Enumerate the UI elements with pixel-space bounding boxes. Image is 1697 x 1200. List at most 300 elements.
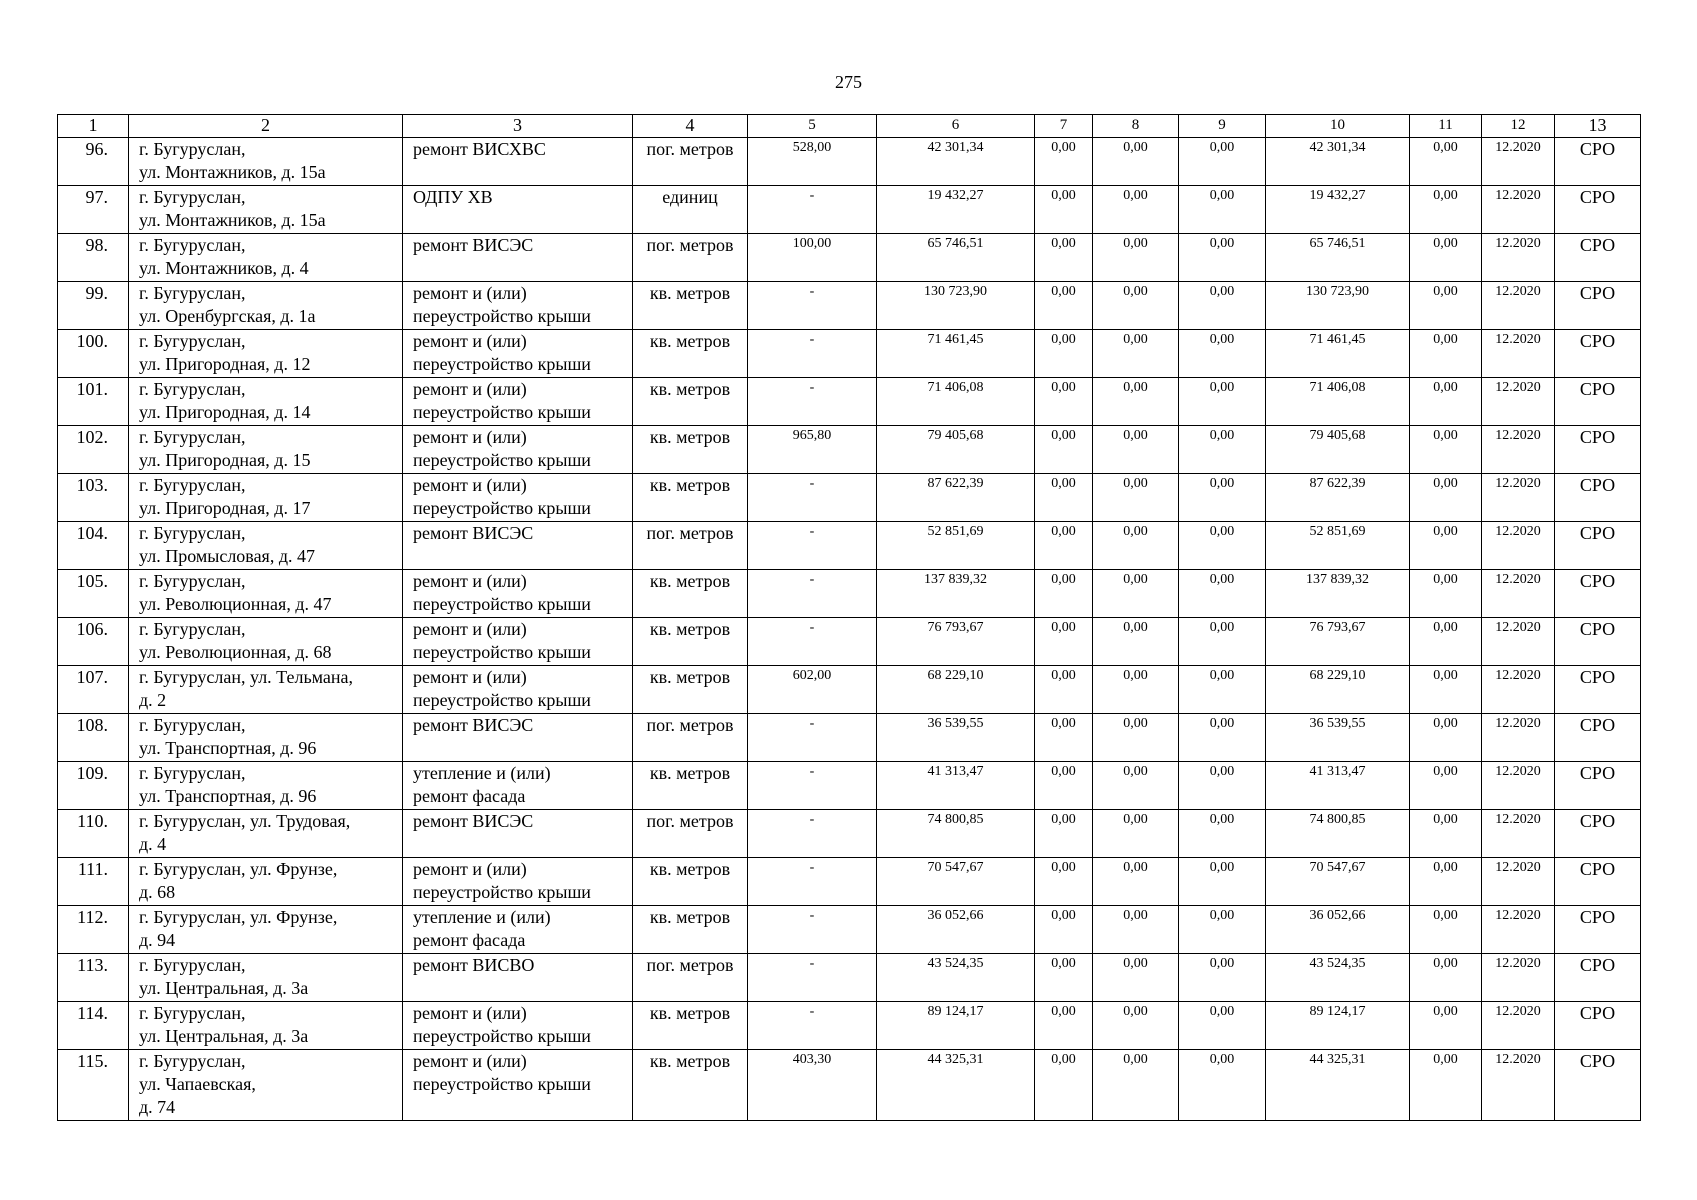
value-cell: 0,00 <box>1179 186 1266 234</box>
col-header: 12 <box>1482 115 1555 138</box>
method-cell: СРО <box>1555 954 1641 1002</box>
table-row <box>58 138 1641 186</box>
volume-cell: 528,00 <box>748 138 877 186</box>
address-line: г. Бугуруслан, ул. Фрунзе, <box>139 907 338 927</box>
work-type-cell <box>403 138 633 186</box>
volume-cell: - <box>748 282 877 330</box>
col-header: 5 <box>748 115 877 138</box>
cost-total-cell: 44 325,31 <box>877 1050 1035 1121</box>
col-header: 10 <box>1266 115 1410 138</box>
work-type-line: переустройство крыши <box>413 402 591 422</box>
work-type-cell <box>403 762 633 810</box>
value-cell: 0,00 <box>1035 138 1093 186</box>
row-number: 102. <box>58 426 129 474</box>
cost-total-cell: 42 301,34 <box>877 138 1035 186</box>
cost-total-cell: 68 229,10 <box>877 666 1035 714</box>
cost-total-cell: 79 405,68 <box>877 426 1035 474</box>
work-type-line: переустройство крыши <box>413 642 591 662</box>
value-cell: 0,00 <box>1179 810 1266 858</box>
cost-total-cell: 65 746,51 <box>877 234 1035 282</box>
address-line: г. Бугуруслан, ул. Трудовая, <box>139 811 351 831</box>
work-type-line: ремонт и (или) <box>413 1003 527 1023</box>
table-row <box>58 618 1641 666</box>
value-cell: 0,00 <box>1179 282 1266 330</box>
cost-total-cell: 41 313,47 <box>877 762 1035 810</box>
address-line: г. Бугуруслан, <box>139 523 246 543</box>
work-type-cell <box>403 234 633 282</box>
address-line: г. Бугуруслан, <box>139 1051 246 1071</box>
work-type-cell <box>403 1050 633 1121</box>
cost-fund-cell: 68 229,10 <box>1266 666 1410 714</box>
method-cell: СРО <box>1555 714 1641 762</box>
unit-cell: кв. метров <box>633 1050 748 1121</box>
address-cell <box>129 666 403 714</box>
address-cell <box>129 954 403 1002</box>
address-cell <box>129 618 403 666</box>
cost-total-cell: 76 793,67 <box>877 618 1035 666</box>
deadline-cell: 12.2020 <box>1482 138 1555 186</box>
value-cell: 0,00 <box>1179 1050 1266 1121</box>
address-line: г. Бугуруслан, <box>139 475 246 495</box>
col-header: 13 <box>1555 115 1641 138</box>
row-number: 100. <box>58 330 129 378</box>
table-row <box>58 234 1641 282</box>
address-line: д. 74 <box>139 1097 176 1117</box>
table-row <box>58 426 1641 474</box>
volume-cell: - <box>748 762 877 810</box>
table-row <box>58 282 1641 330</box>
volume-cell: - <box>748 474 877 522</box>
address-line: г. Бугуруслан, <box>139 571 246 591</box>
cost-fund-cell: 137 839,32 <box>1266 570 1410 618</box>
work-type-cell <box>403 570 633 618</box>
col-header: 9 <box>1179 115 1266 138</box>
value-cell: 0,00 <box>1179 378 1266 426</box>
work-type-cell <box>403 858 633 906</box>
deadline-cell: 12.2020 <box>1482 426 1555 474</box>
volume-cell: - <box>748 714 877 762</box>
work-type-cell <box>403 666 633 714</box>
work-type-line: ремонт и (или) <box>413 859 527 879</box>
capital-repair-table <box>57 114 1641 1121</box>
table-row <box>58 954 1641 1002</box>
deadline-cell: 12.2020 <box>1482 186 1555 234</box>
value-cell: 0,00 <box>1410 858 1482 906</box>
unit-cell: кв. метров <box>633 858 748 906</box>
value-cell: 0,00 <box>1410 1050 1482 1121</box>
value-cell: 0,00 <box>1035 426 1093 474</box>
work-type-cell <box>403 714 633 762</box>
unit-cell: кв. метров <box>633 1002 748 1050</box>
value-cell: 0,00 <box>1410 474 1482 522</box>
row-number: 111. <box>58 858 129 906</box>
value-cell: 0,00 <box>1035 330 1093 378</box>
cost-fund-cell: 36 052,66 <box>1266 906 1410 954</box>
row-number: 96. <box>58 138 129 186</box>
cost-total-cell: 36 539,55 <box>877 714 1035 762</box>
address-line: г. Бугуруслан, <box>139 715 246 735</box>
deadline-cell: 12.2020 <box>1482 330 1555 378</box>
value-cell: 0,00 <box>1035 618 1093 666</box>
table-row <box>58 522 1641 570</box>
work-type-line: ремонт и (или) <box>413 379 527 399</box>
value-cell: 0,00 <box>1179 618 1266 666</box>
work-type-line: ремонт ВИСВО <box>413 955 535 975</box>
value-cell: 0,00 <box>1410 618 1482 666</box>
value-cell: 0,00 <box>1035 1002 1093 1050</box>
deadline-cell: 12.2020 <box>1482 570 1555 618</box>
row-number: 101. <box>58 378 129 426</box>
work-type-cell <box>403 618 633 666</box>
work-type-line: ремонт и (или) <box>413 283 527 303</box>
unit-cell: пог. метров <box>633 954 748 1002</box>
table-row <box>58 570 1641 618</box>
volume-cell: - <box>748 810 877 858</box>
value-cell: 0,00 <box>1035 762 1093 810</box>
unit-cell: кв. метров <box>633 906 748 954</box>
cost-total-cell: 71 406,08 <box>877 378 1035 426</box>
address-line: г. Бугуруслан, <box>139 427 246 447</box>
deadline-cell: 12.2020 <box>1482 810 1555 858</box>
value-cell: 0,00 <box>1035 378 1093 426</box>
cost-total-cell: 71 461,45 <box>877 330 1035 378</box>
row-number: 105. <box>58 570 129 618</box>
address-cell <box>129 762 403 810</box>
work-type-line: ремонт и (или) <box>413 475 527 495</box>
value-cell: 0,00 <box>1035 714 1093 762</box>
table-row <box>58 1002 1641 1050</box>
value-cell: 0,00 <box>1410 426 1482 474</box>
value-cell: 0,00 <box>1179 330 1266 378</box>
cost-fund-cell: 65 746,51 <box>1266 234 1410 282</box>
volume-cell: 100,00 <box>748 234 877 282</box>
row-number: 104. <box>58 522 129 570</box>
unit-cell: пог. метров <box>633 138 748 186</box>
volume-cell: - <box>748 906 877 954</box>
value-cell: 0,00 <box>1093 618 1179 666</box>
value-cell: 0,00 <box>1179 234 1266 282</box>
deadline-cell: 12.2020 <box>1482 1050 1555 1121</box>
value-cell: 0,00 <box>1410 954 1482 1002</box>
cost-fund-cell: 76 793,67 <box>1266 618 1410 666</box>
value-cell: 0,00 <box>1179 474 1266 522</box>
address-line: ул. Центральная, д. 3а <box>139 1026 309 1046</box>
work-type-line: переустройство крыши <box>413 1026 591 1046</box>
cost-total-cell: 19 432,27 <box>877 186 1035 234</box>
value-cell: 0,00 <box>1410 378 1482 426</box>
value-cell: 0,00 <box>1410 138 1482 186</box>
value-cell: 0,00 <box>1410 666 1482 714</box>
value-cell: 0,00 <box>1035 234 1093 282</box>
work-type-line: переустройство крыши <box>413 1074 591 1094</box>
cost-fund-cell: 52 851,69 <box>1266 522 1410 570</box>
deadline-cell: 12.2020 <box>1482 858 1555 906</box>
address-line: ул. Транспортная, д. 96 <box>139 738 317 758</box>
work-type-cell <box>403 426 633 474</box>
col-header: 1 <box>58 115 129 138</box>
volume-cell: - <box>748 858 877 906</box>
value-cell: 0,00 <box>1035 906 1093 954</box>
table-row <box>58 666 1641 714</box>
value-cell: 0,00 <box>1035 1050 1093 1121</box>
deadline-cell: 12.2020 <box>1482 474 1555 522</box>
deadline-cell: 12.2020 <box>1482 522 1555 570</box>
unit-cell: кв. метров <box>633 666 748 714</box>
address-cell <box>129 234 403 282</box>
cost-total-cell: 130 723,90 <box>877 282 1035 330</box>
value-cell: 0,00 <box>1093 1050 1179 1121</box>
work-type-line: ремонт ВИСЭС <box>413 523 534 543</box>
value-cell: 0,00 <box>1035 186 1093 234</box>
address-line: г. Бугуруслан, <box>139 379 246 399</box>
method-cell: СРО <box>1555 570 1641 618</box>
table-row <box>58 906 1641 954</box>
col-header: 8 <box>1093 115 1179 138</box>
method-cell: СРО <box>1555 138 1641 186</box>
method-cell: СРО <box>1555 906 1641 954</box>
unit-cell: кв. метров <box>633 330 748 378</box>
row-number: 107. <box>58 666 129 714</box>
volume-cell: 403,30 <box>748 1050 877 1121</box>
work-type-line: переустройство крыши <box>413 594 591 614</box>
method-cell: СРО <box>1555 330 1641 378</box>
address-line: ул. Транспортная, д. 96 <box>139 786 317 806</box>
address-cell <box>129 810 403 858</box>
row-number: 115. <box>58 1050 129 1121</box>
value-cell: 0,00 <box>1093 1002 1179 1050</box>
address-line: ул. Революционная, д. 47 <box>139 594 332 614</box>
row-number: 97. <box>58 186 129 234</box>
cost-total-cell: 74 800,85 <box>877 810 1035 858</box>
address-cell <box>129 330 403 378</box>
value-cell: 0,00 <box>1410 906 1482 954</box>
value-cell: 0,00 <box>1035 954 1093 1002</box>
value-cell: 0,00 <box>1093 762 1179 810</box>
value-cell: 0,00 <box>1093 906 1179 954</box>
cost-fund-cell: 44 325,31 <box>1266 1050 1410 1121</box>
page-number: 275 <box>835 72 862 92</box>
address-cell <box>129 906 403 954</box>
unit-cell: кв. метров <box>633 474 748 522</box>
row-number: 98. <box>58 234 129 282</box>
address-line: г. Бугуруслан, ул. Фрунзе, <box>139 859 338 879</box>
unit-cell: кв. метров <box>633 762 748 810</box>
address-cell <box>129 282 403 330</box>
method-cell: СРО <box>1555 282 1641 330</box>
volume-cell: - <box>748 522 877 570</box>
work-type-cell <box>403 1002 633 1050</box>
address-line: г. Бугуруслан, <box>139 619 246 639</box>
address-cell <box>129 426 403 474</box>
value-cell: 0,00 <box>1093 330 1179 378</box>
row-number: 106. <box>58 618 129 666</box>
deadline-cell: 12.2020 <box>1482 378 1555 426</box>
work-type-cell <box>403 954 633 1002</box>
work-type-cell <box>403 810 633 858</box>
address-line: д. 68 <box>139 882 176 902</box>
work-type-line: ремонт ВИСЭС <box>413 235 534 255</box>
address-line: г. Бугуруслан, <box>139 283 246 303</box>
cost-fund-cell: 43 524,35 <box>1266 954 1410 1002</box>
address-cell <box>129 714 403 762</box>
value-cell: 0,00 <box>1035 522 1093 570</box>
address-line: ул. Оренбургская, д. 1а <box>139 306 316 326</box>
value-cell: 0,00 <box>1410 762 1482 810</box>
address-line: ул. Центральная, д. 3а <box>139 978 309 998</box>
cost-fund-cell: 70 547,67 <box>1266 858 1410 906</box>
table-row <box>58 474 1641 522</box>
work-type-line: ремонт ВИСЭС <box>413 715 534 735</box>
deadline-cell: 12.2020 <box>1482 666 1555 714</box>
address-line: ул. Монтажников, д. 15а <box>139 210 326 230</box>
address-line: г. Бугуруслан, <box>139 187 246 207</box>
method-cell: СРО <box>1555 1002 1641 1050</box>
value-cell: 0,00 <box>1410 570 1482 618</box>
value-cell: 0,00 <box>1179 714 1266 762</box>
address-line: д. 4 <box>139 834 167 854</box>
volume-cell: - <box>748 186 877 234</box>
deadline-cell: 12.2020 <box>1482 234 1555 282</box>
method-cell: СРО <box>1555 762 1641 810</box>
value-cell: 0,00 <box>1179 858 1266 906</box>
cost-fund-cell: 71 406,08 <box>1266 378 1410 426</box>
work-type-line: переустройство крыши <box>413 306 591 326</box>
table-row <box>58 378 1641 426</box>
value-cell: 0,00 <box>1093 570 1179 618</box>
table-header-row <box>58 115 1641 138</box>
work-type-line: ремонт и (или) <box>413 619 527 639</box>
cost-total-cell: 89 124,17 <box>877 1002 1035 1050</box>
work-type-cell <box>403 282 633 330</box>
unit-cell: пог. метров <box>633 810 748 858</box>
volume-cell: - <box>748 570 877 618</box>
address-line: ул. Монтажников, д. 15а <box>139 162 326 182</box>
work-type-line: ремонт и (или) <box>413 1051 527 1071</box>
address-line: ул. Монтажников, д. 4 <box>139 258 309 278</box>
address-line: г. Бугуруслан, <box>139 331 246 351</box>
value-cell: 0,00 <box>1179 426 1266 474</box>
value-cell: 0,00 <box>1093 282 1179 330</box>
row-number: 103. <box>58 474 129 522</box>
address-cell <box>129 186 403 234</box>
address-line: ул. Пригородная, д. 14 <box>139 402 311 422</box>
table-row <box>58 186 1641 234</box>
address-cell <box>129 522 403 570</box>
address-line: ул. Пригородная, д. 12 <box>139 354 311 374</box>
row-number: 110. <box>58 810 129 858</box>
value-cell: 0,00 <box>1093 954 1179 1002</box>
volume-cell: 965,80 <box>748 426 877 474</box>
work-type-line: утепление и (или) <box>413 763 551 783</box>
cost-fund-cell: 74 800,85 <box>1266 810 1410 858</box>
value-cell: 0,00 <box>1410 330 1482 378</box>
col-header: 2 <box>129 115 403 138</box>
row-number: 108. <box>58 714 129 762</box>
value-cell: 0,00 <box>1093 186 1179 234</box>
address-cell <box>129 138 403 186</box>
work-type-line: переустройство крыши <box>413 498 591 518</box>
value-cell: 0,00 <box>1410 282 1482 330</box>
address-line: г. Бугуруслан, <box>139 955 246 975</box>
volume-cell: - <box>748 618 877 666</box>
cost-total-cell: 52 851,69 <box>877 522 1035 570</box>
address-line: г. Бугуруслан, <box>139 1003 246 1023</box>
unit-cell: кв. метров <box>633 426 748 474</box>
work-type-line: переустройство крыши <box>413 450 591 470</box>
cost-fund-cell: 79 405,68 <box>1266 426 1410 474</box>
unit-cell: пог. метров <box>633 522 748 570</box>
work-type-line: ремонт фасада <box>413 786 526 806</box>
address-line: ул. Чапаевская, <box>139 1074 256 1094</box>
work-type-line: ОДПУ ХВ <box>413 187 493 207</box>
cost-fund-cell: 36 539,55 <box>1266 714 1410 762</box>
work-type-line: ремонт и (или) <box>413 427 527 447</box>
work-type-cell <box>403 186 633 234</box>
value-cell: 0,00 <box>1410 1002 1482 1050</box>
value-cell: 0,00 <box>1035 570 1093 618</box>
address-line: д. 2 <box>139 690 167 710</box>
work-type-line: переустройство крыши <box>413 882 591 902</box>
method-cell: СРО <box>1555 858 1641 906</box>
cost-fund-cell: 71 461,45 <box>1266 330 1410 378</box>
method-cell: СРО <box>1555 810 1641 858</box>
work-type-line: ремонт и (или) <box>413 571 527 591</box>
unit-cell: кв. метров <box>633 378 748 426</box>
value-cell: 0,00 <box>1179 906 1266 954</box>
value-cell: 0,00 <box>1093 378 1179 426</box>
address-cell <box>129 858 403 906</box>
table-row <box>58 762 1641 810</box>
address-line: г. Бугуруслан, <box>139 235 246 255</box>
row-number: 114. <box>58 1002 129 1050</box>
deadline-cell: 12.2020 <box>1482 1002 1555 1050</box>
cost-total-cell: 70 547,67 <box>877 858 1035 906</box>
volume-cell: - <box>748 1002 877 1050</box>
address-line: ул. Пригородная, д. 17 <box>139 498 311 518</box>
work-type-line: ремонт и (или) <box>413 667 527 687</box>
value-cell: 0,00 <box>1179 138 1266 186</box>
unit-cell: пог. метров <box>633 714 748 762</box>
work-type-line: утепление и (или) <box>413 907 551 927</box>
value-cell: 0,00 <box>1179 570 1266 618</box>
method-cell: СРО <box>1555 474 1641 522</box>
cost-fund-cell: 19 432,27 <box>1266 186 1410 234</box>
cost-total-cell: 87 622,39 <box>877 474 1035 522</box>
method-cell: СРО <box>1555 1050 1641 1121</box>
cost-total-cell: 43 524,35 <box>877 954 1035 1002</box>
work-type-line: ремонт ВИСЭС <box>413 811 534 831</box>
address-line: ул. Революционная, д. 68 <box>139 642 332 662</box>
value-cell: 0,00 <box>1093 714 1179 762</box>
work-type-cell <box>403 906 633 954</box>
address-cell <box>129 570 403 618</box>
value-cell: 0,00 <box>1035 858 1093 906</box>
value-cell: 0,00 <box>1410 522 1482 570</box>
work-type-line: переустройство крыши <box>413 690 591 710</box>
value-cell: 0,00 <box>1410 714 1482 762</box>
address-line: г. Бугуруслан, ул. Тельмана, <box>139 667 354 687</box>
volume-cell: 602,00 <box>748 666 877 714</box>
value-cell: 0,00 <box>1035 282 1093 330</box>
table-row <box>58 1050 1641 1121</box>
value-cell: 0,00 <box>1410 234 1482 282</box>
col-header: 4 <box>633 115 748 138</box>
volume-cell: - <box>748 330 877 378</box>
table-row <box>58 714 1641 762</box>
deadline-cell: 12.2020 <box>1482 714 1555 762</box>
unit-cell: кв. метров <box>633 618 748 666</box>
row-number: 112. <box>58 906 129 954</box>
